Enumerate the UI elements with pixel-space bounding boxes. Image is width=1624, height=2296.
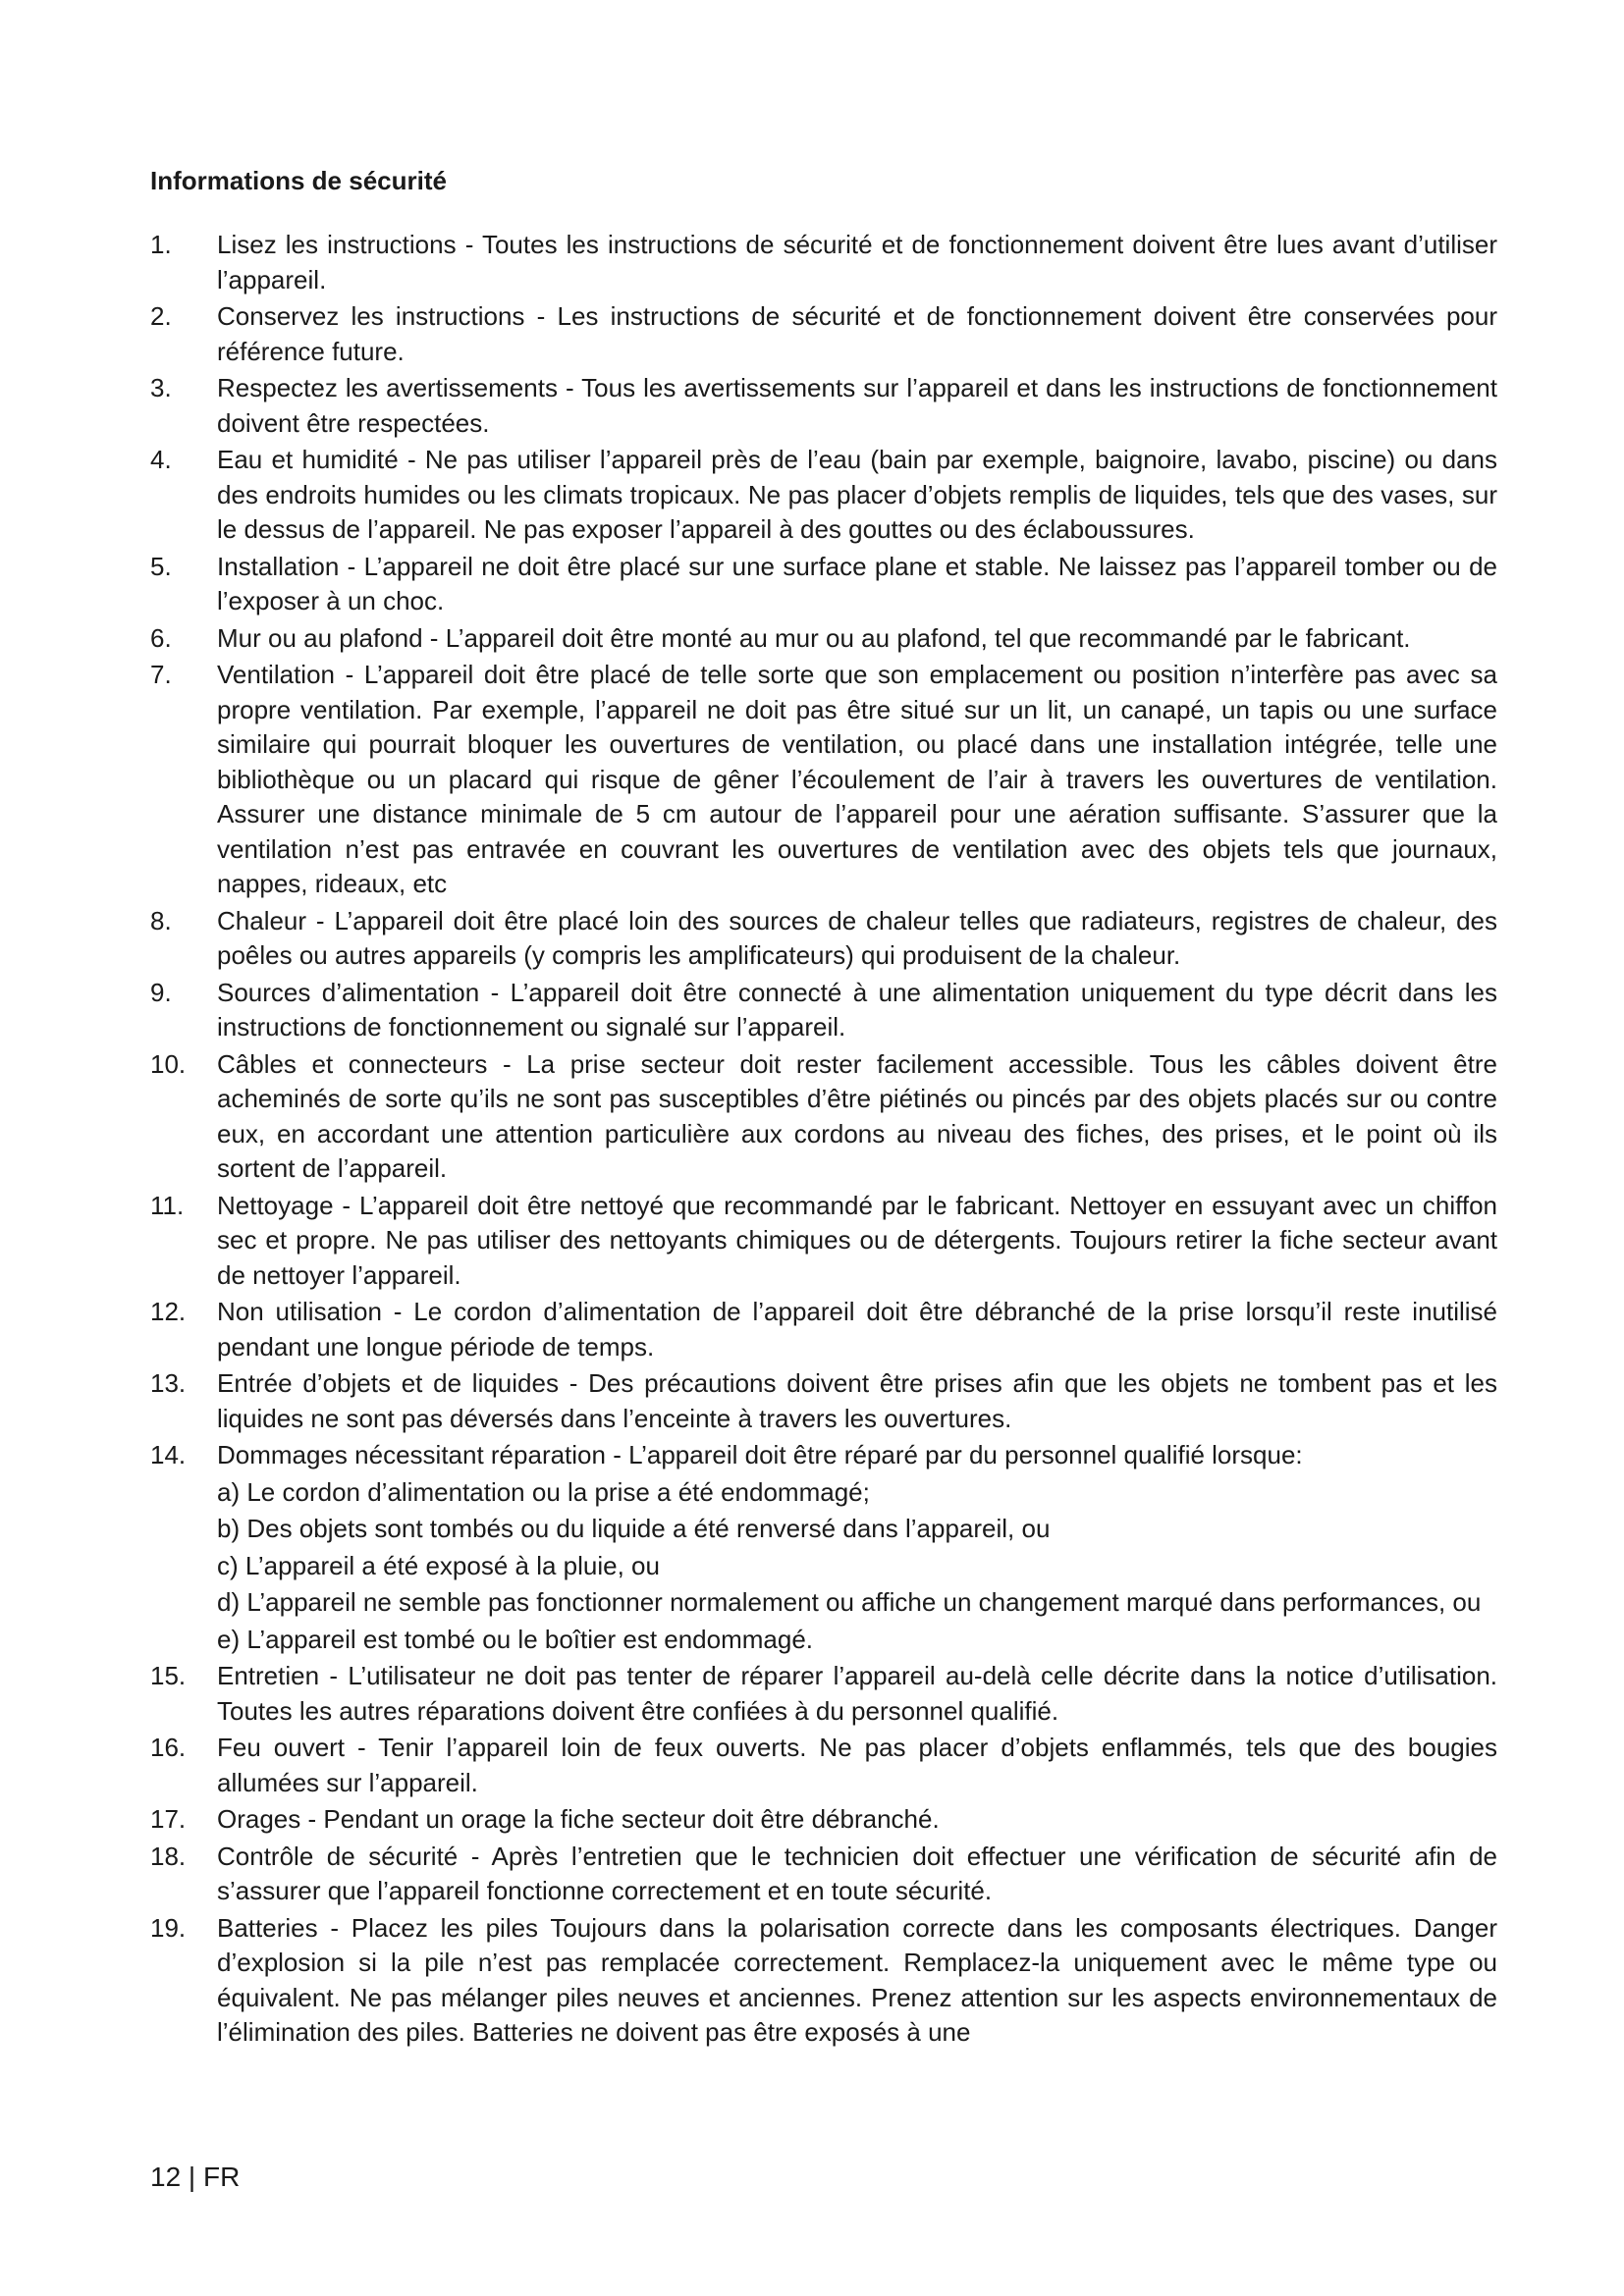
sub-item: a) Le cordon d’alimentation ou la prise a été endommagé;: [217, 1476, 870, 1507]
list-item: [150, 299, 1497, 369]
list-item: [150, 371, 1497, 441]
item-text: Câbles et connecteurs - La prise secteur doit rester facilement accessible. Tous les câbles doivent être acheminés de sorte qu’ils ne sont pas susceptibles d’être piétinés ou pincés par des objets placés sur ou contre eux, en accordant une attention particulière aux cordons au niveau des fiches, des prises, et le point où ils sortent de l’appareil.: [217, 1048, 1497, 1183]
item-text: Contrôle de sécurité - Après l’entretien que le technicien doit effectuer une vérification de sécurité afin de s’assurer que l’appareil fonctionne correctement et en toute sécurité.: [217, 1841, 1497, 1905]
item-number: 4.: [150, 445, 172, 474]
list-item: [150, 228, 1497, 297]
page-title: Informations de sécurité: [150, 166, 447, 195]
item-text: Batteries - Placez les piles Toujours dans la polarisation correcte dans les composants électriques. Danger d’explosion si la pile n’est pas remplacée correctement. Remplacez-la uniquement avec le même type ou équivalent. Ne pas mélanger piles neuves et anciennes. Prenez attention sur les aspects environnementaux de l’élimination des piles. Batteries ne doivent pas être exposés à une: [217, 1912, 1497, 2047]
item-text: Entrée d’objets et de liquides - Des précautions doivent être prises afin que les objets ne tombent pas et les liquides ne sont pas déversés dans l’enceinte à travers les ouvertures.: [217, 1368, 1497, 1433]
list-item: [150, 1659, 1497, 1729]
list-item: [150, 1047, 1497, 1187]
list-item: [150, 976, 1497, 1045]
item-number: 11.: [150, 1190, 185, 1220]
item-text: Entretien - L’utilisateur ne doit pas tenter de réparer l’appareil au-delà celle décrite dans la notice d’utilisation. Toutes les autres réparations doivent être confiées à du personnel qualifié.: [217, 1661, 1497, 1726]
list-item: [150, 658, 1497, 902]
document-page: [150, 163, 1497, 2053]
item-text: Ventilation - L’appareil doit être placé de telle sorte que son emplacement ou position n’interfère pas avec sa propre ventilation. Par exemple, l’appareil ne doit pas être situé sur un lit, un canapé, un tapis ou une surface similaire qui pourrait bloquer les ouvertures de ventilation, ou placé dans une installation intégrée, telle une bibliothèque ou un placard qui risque de gêner l’écoulement de l’air à travers les ouvertures de ventilation. Assurer une distance minimale de 5 cm autour de l’appareil pour une aération suffisante. S’assurer que la ventilation n’est pas entravée en couvrant les ouvertures de ventilation avec des objets tels que journaux, nappes, rideaux, etc: [217, 660, 1497, 898]
item-number: 7.: [150, 660, 172, 689]
item-number: 14.: [150, 1440, 187, 1469]
sub-item: d) L’appareil ne semble pas fonctionner normalement ou affiche un changement marqué dans performances, ou: [217, 1587, 1482, 1617]
list-item: [150, 621, 1497, 657]
list-item: [150, 1295, 1497, 1364]
item-text: Lisez les instructions - Toutes les instructions de sécurité et de fonctionnement doivent être lues avant d’utiliser l’appareil.: [217, 230, 1497, 294]
item-number: 1.: [150, 230, 172, 259]
item-number: 18.: [150, 1841, 187, 1871]
item-number: 5.: [150, 551, 172, 581]
item-number: 3.: [150, 373, 172, 402]
item-text: Non utilisation - Le cordon d’alimentation de l’appareil doit être débranché de la prise lorsqu’il reste inutilisé pendant une longue période de temps.: [217, 1297, 1497, 1362]
item-number: 8.: [150, 905, 172, 935]
list-item: [150, 904, 1497, 974]
sub-item: b) Des objets sont tombés ou du liquide a été renversé dans l’appareil, ou: [217, 1514, 1051, 1543]
item-text: Eau et humidité - Ne pas utiliser l’appareil près de l’eau (bain par exemple, baignoire, lavabo, piscine) ou dans des endroits humides ou les climats tropicaux. Ne pas placer d’objets remplis de liquides, tels que des vases, sur le dessus de l’appareil. Ne pas exposer l’appareil à des gouttes ou des éclaboussures.: [217, 445, 1497, 544]
item-text: Nettoyage - L’appareil doit être nettoyé que recommandé par le fabricant. Nettoyer en essuyant avec un chiffon sec et propre. Ne pas utiliser des nettoyants chimiques ou de détergents. Toujours retirer la fiche secteur avant de nettoyer l’appareil.: [217, 1190, 1497, 1290]
safety-instructions-list: [150, 228, 1497, 2051]
sub-item: c) L’appareil a été exposé à la pluie, ou: [217, 1550, 660, 1580]
item-text: Respectez les avertissements - Tous les avertissements sur l’appareil et dans les instructions de fonctionnement doivent être respectées.: [217, 373, 1497, 438]
list-item: [150, 1366, 1497, 1436]
item-text: Orages - Pendant un orage la fiche secteur doit être débranché.: [217, 1804, 940, 1834]
item-text: Mur ou au plafond - L’appareil doit être monté au mur ou au plafond, tel que recommandé par le fabricant.: [217, 622, 1411, 653]
item-number: 17.: [150, 1804, 187, 1834]
item-text: Installation - L’appareil ne doit être placé sur une surface plane et stable. Ne laissez pas l’appareil tomber ou de l’exposer à un choc.: [217, 551, 1497, 615]
list-item: [150, 1911, 1497, 2051]
item-number: 12.: [150, 1297, 187, 1326]
list-item: [150, 1802, 1497, 1838]
list-item: [150, 1731, 1497, 1800]
item-text: Dommages nécessitant réparation - L’appareil doit être réparé par du personnel qualifié lorsque:: [217, 1440, 1303, 1469]
list-item: [150, 1438, 1497, 1657]
list-item: [150, 1840, 1497, 1909]
item-text: Sources d’alimentation - L’appareil doit être connecté à une alimentation uniquement du type décrit dans les instructions de fonctionnement ou signalé sur l’appareil.: [217, 977, 1497, 1041]
list-item: [150, 443, 1497, 548]
sub-item: e) L’appareil est tombé ou le boîtier est endommagé.: [217, 1624, 814, 1654]
page-footer: 12 | FR: [150, 2162, 241, 2192]
item-number: 13.: [150, 1368, 187, 1398]
item-text: Chaleur - L’appareil doit être placé loin des sources de chaleur telles que radiateurs, registres de chaleur, des poêles ou autres appareils (y compris les amplificateurs) qui produisent de la chaleur.: [217, 905, 1497, 970]
item-number: 10.: [150, 1048, 187, 1079]
item-text: Feu ouvert - Tenir l’appareil loin de feux ouverts. Ne pas placer d’objets enflammés, tels que des bougies allumées sur l’appareil.: [217, 1733, 1497, 1797]
item-number: 16.: [150, 1733, 187, 1762]
item-text: Conservez les instructions - Les instructions de sécurité et de fonctionnement doivent être conservées pour référence future.: [217, 301, 1497, 366]
item-number: 19.: [150, 1912, 187, 1943]
item-number: 2.: [150, 301, 172, 331]
item-number: 9.: [150, 977, 172, 1007]
item-number: 6.: [150, 622, 172, 653]
item-number: 15.: [150, 1661, 187, 1690]
list-item: [150, 550, 1497, 619]
list-item: [150, 1189, 1497, 1294]
